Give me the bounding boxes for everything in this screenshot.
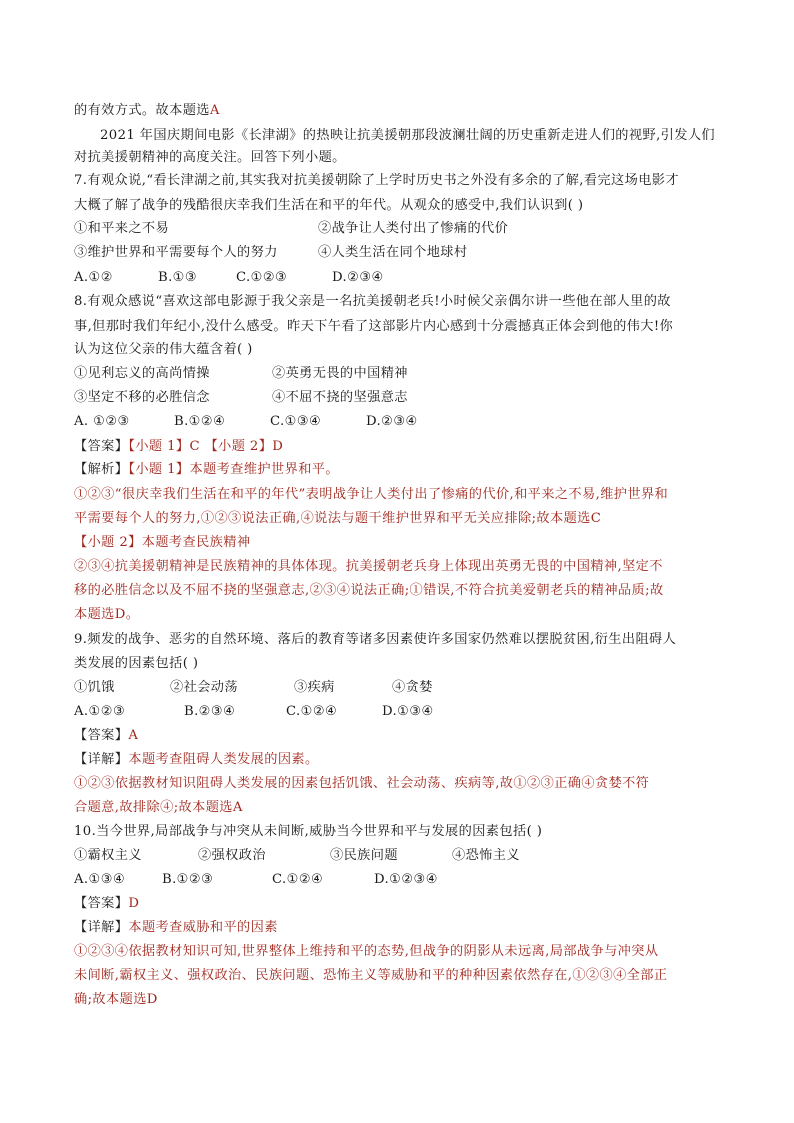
answer-7-8: 【答案】【小题 1】C 【小题 2】D [74,439,284,454]
question-9-options [74,678,433,698]
answer-10: 【答案】D [74,896,140,911]
question-8-stem: 认为这位父亲的伟大蕴含着( ) [74,342,253,357]
analysis-text: 移的必胜信念以及不屈不挠的坚强意志,②③④说法正确;①错误,不符合抗美爱朝老兵的精神品质;故 [74,583,664,598]
question-7-stem: 大概了解了战争的残酷很庆幸我们生活在和平的年代。从观众的感受中,我们认识到( ) [74,198,584,213]
choice: C.①②③ [236,270,288,285]
question-9-stem: 类发展的因素包括( ) [74,656,199,671]
choice: A.①②③ [74,704,126,719]
detail-10-text: 未间断,霸权主义、强权政治、民族问题、恐怖主义等威胁和平的种种因素依然存在,①②③④全部正 [74,968,668,983]
question-8-options [74,388,408,408]
choice: B.①③ [158,270,198,285]
analysis-text: 平需要每个人的努力,①②③说法正确,④说法与题干维护世界和平无关应排除;故本题选C [74,511,602,526]
choice: B.①②③ [162,872,214,887]
detail-10-heading: 【详解】本题考查威胁和平的因素 [74,920,278,935]
choice: D.②③④ [366,414,418,429]
question-7-options [74,243,467,263]
option: ②英勇无畏的中国精神 [272,366,408,381]
option: ①饥饿 [74,680,115,695]
choice: B.①②④ [174,414,226,429]
choice: A.①② [74,270,113,285]
question-7-stem: 7.有观众说,“看长津湖之前,其实我对抗美援朝除了上学时历史书之外没有多余的了解,看完这场电影才 [74,173,679,188]
option: ③维护世界和平需要每个人的努力 [74,245,278,260]
choice: B.②③④ [184,704,236,719]
option: ②强权政治 [198,848,266,863]
question-8-stem: 事,但那时我们年纪小,没什么感受。昨天下午看了这部影片内心感到十分震撼真正体会到他的伟大!你 [74,319,674,334]
option: ④人类生活在同个地球村 [318,245,468,260]
question-7-choices [74,268,384,288]
question-10-options [74,846,520,866]
detail-10-text: ①②③④依据教材知识可知,世界整体上维持和平的态势,但战争的阴影从未远离,局部战争与冲突从 [74,944,659,959]
question-10-choices [74,870,438,890]
option: ③坚定不移的必胜信念 [74,390,210,405]
analysis-text: ②③④抗美援朝精神是民族精神的具体体现。抗美援朝老兵身上体现出英勇无畏的中国精神,坚定不 [74,559,663,574]
option: ①见利忘义的高尚情操 [74,366,210,381]
passage-intro: 2021 年国庆期间电影《长津湖》的热映让抗美援朝那段波澜壮阔的历史重新走进人们的视野,引发人们 [100,128,716,143]
option: ④贪婪 [392,680,433,695]
analysis-text: 本题选D。 [74,607,140,622]
choice: C.①③④ [270,414,322,429]
question-10-stem: 10.当今世界,局部战争与冲突从未间断,威胁当今世界和平与发展的因素包括( ) [74,824,543,839]
analysis-subheading: 【小题 2】本题考查民族精神 [74,535,251,550]
choice: C.①②④ [286,704,338,719]
detail-10-text: 确;故本题选D [74,992,158,1007]
choice: D.①②③④ [374,872,438,887]
option: ③民族问题 [330,848,398,863]
detail-9-heading: 【详解】本题考查阻碍人类发展的因素。 [74,752,319,767]
question-9-stem: 9.频发的战争、恶劣的自然环境、落后的教育等诸多因素使许多国家仍然难以摆脱贫困,衍生出阻碍人 [74,632,677,647]
option: ④不屈不挠的坚强意志 [272,390,408,405]
option: ①霸权主义 [74,848,142,863]
answer-9: 【答案】A [74,728,139,743]
option: ③疾病 [294,680,335,695]
choice: C.①②④ [272,872,324,887]
choice: A.①③④ [74,872,126,887]
option: ①和平来之不易 [74,221,170,236]
passage-intro: 对抗美援朝精神的高度关注。回答下列小题。 [74,150,346,165]
question-8-options [74,364,408,384]
question-9-choices [74,702,434,722]
choice: D.①③④ [382,704,434,719]
analysis-heading: 【解析】【小题 1】本题考查维护世界和平。 [74,462,339,477]
choice: D.②③④ [332,270,384,285]
option: ④恐怖主义 [452,848,520,863]
option: ②战争让人类付出了惨痛的代价 [318,221,509,236]
detail-9-text: ①②③依据教材知识阻碍人类发展的因素包括饥饿、社会动荡、疾病等,故①②③正确④贪婪不符 [74,776,650,791]
choice: A. ①②③ [74,414,130,429]
question-7-options [74,219,508,239]
question-8-choices [74,412,418,432]
detail-9-text: 合题意,故排除④;故本题选A [74,800,243,815]
option: ②社会动荡 [170,680,238,695]
prev-answer-tail: 的有效方式。故本题选A [74,103,220,118]
question-8-stem: 8.有观众感说“喜欢这部电影源于我父亲是一名抗美援朝老兵!小时候父亲偶尔讲一些他在部人里的故 [74,294,671,309]
analysis-text: ①②③“很庆幸我们生活在和平的年代”表明战争让人类付出了惨痛的代价,和平来之不易,维护世界和 [74,487,669,502]
